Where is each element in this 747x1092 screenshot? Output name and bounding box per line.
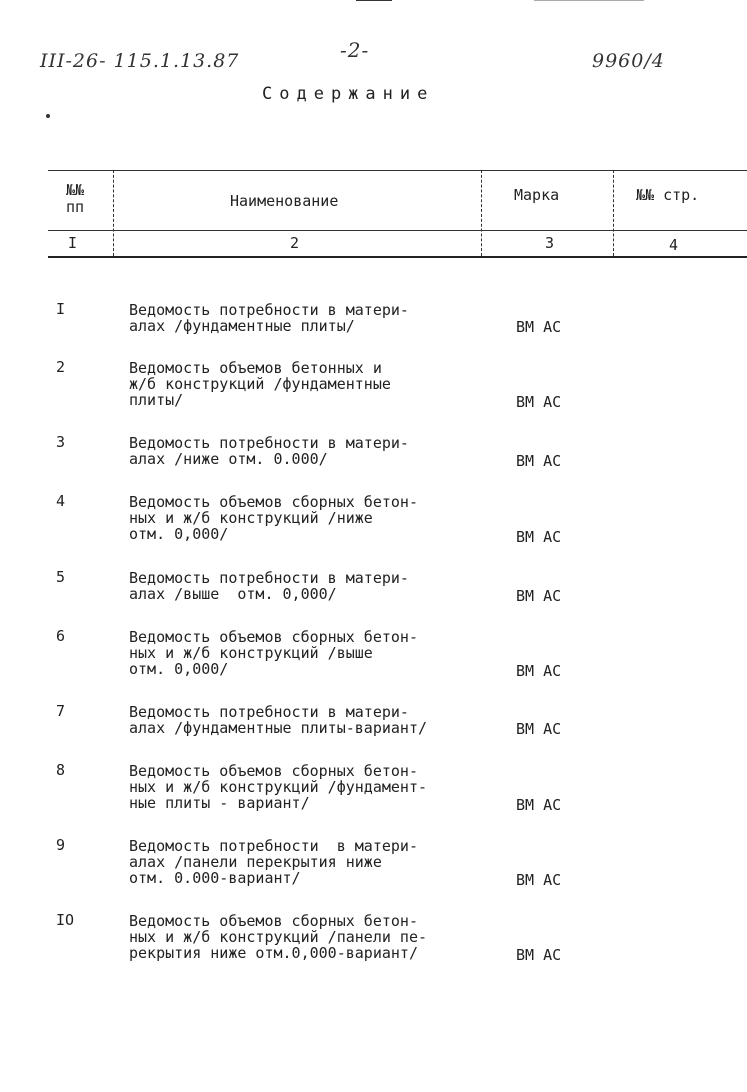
row-mark: ВМ АС (516, 452, 562, 470)
ink-dot (46, 114, 50, 118)
row-mark: ВМ АС (516, 871, 562, 889)
table-top-border (48, 170, 747, 171)
row-name: Ведомость потребности в матери- алах /выше отм. 0,000/ (129, 569, 409, 603)
column-number-4: 4 (669, 236, 679, 254)
column-number-1: I (68, 234, 78, 252)
row-name: Ведомость потребности в матери- алах /панели перекрытия ниже отм. 0.000-вариант/ (129, 837, 418, 887)
row-mark: ВМ АС (516, 720, 562, 738)
row-mark: ВМ АС (516, 587, 562, 605)
row-number: 8 (56, 761, 66, 779)
row-name: Ведомость объемов сборных бетон- ных и ж/б конструкций /фундамент- ные плиты - вариант/ (129, 762, 428, 812)
row-mark: ВМ АС (516, 318, 562, 336)
row-mark: ВМ АС (516, 528, 562, 546)
row-name: Ведомость потребности в матери- алах /фундаментные плиты/ (129, 301, 409, 335)
header-name: Наименование (230, 192, 339, 210)
column-number-3: 3 (545, 234, 555, 252)
document-code: III-26- 115.1.13.87 (40, 50, 240, 72)
row-name: Ведомость объемов сборных бетон- ных и ж/б конструкций /выше отм. 0,000/ (129, 628, 418, 678)
row-number: 7 (56, 702, 66, 720)
row-mark: ВМ АС (516, 946, 562, 964)
page-mark: -2- (340, 38, 370, 62)
row-name: Ведомость потребности в матери- алах /ниже отм. 0.000/ (129, 434, 409, 468)
row-number: IO (56, 911, 75, 929)
row-number: 4 (56, 492, 66, 510)
row-mark: ВМ АС (516, 393, 562, 411)
table-header-bottom-border (48, 256, 747, 258)
page-title: Содержание (262, 84, 435, 104)
column-divider-2 (481, 170, 482, 256)
header-num: №№ пп (66, 181, 85, 216)
header-page: №№ стр. (636, 186, 700, 204)
row-number: 2 (56, 358, 66, 376)
row-number: 3 (56, 433, 66, 451)
header-mark: Марка (514, 186, 560, 204)
header-divider (48, 230, 747, 231)
sheet-number: 9960/4 (592, 50, 665, 72)
row-number: 5 (56, 568, 66, 586)
row-number: 6 (56, 627, 66, 645)
row-mark: ВМ АС (516, 662, 562, 680)
row-number: I (56, 300, 66, 318)
row-mark: ВМ АС (516, 796, 562, 814)
row-name: Ведомость потребности в матери- алах /фундаментные плиты-вариант/ (129, 703, 428, 737)
top-edge-mark-2 (534, 0, 644, 1)
row-name: Ведомость объемов сборных бетон- ных и ж/б конструкций /ниже отм. 0,000/ (129, 493, 418, 543)
top-edge-mark (356, 0, 392, 1)
column-divider-1 (113, 170, 114, 256)
row-number: 9 (56, 836, 66, 854)
column-number-2: 2 (290, 234, 300, 252)
row-name: Ведомость объемов бетонных и ж/б конструкций /фундаментные плиты/ (129, 359, 391, 409)
column-divider-3 (613, 170, 614, 256)
row-name: Ведомость объемов сборных бетон- ных и ж/б конструкций /панели пе- рекрытия ниже отм.0,000-вариант/ (129, 912, 428, 962)
